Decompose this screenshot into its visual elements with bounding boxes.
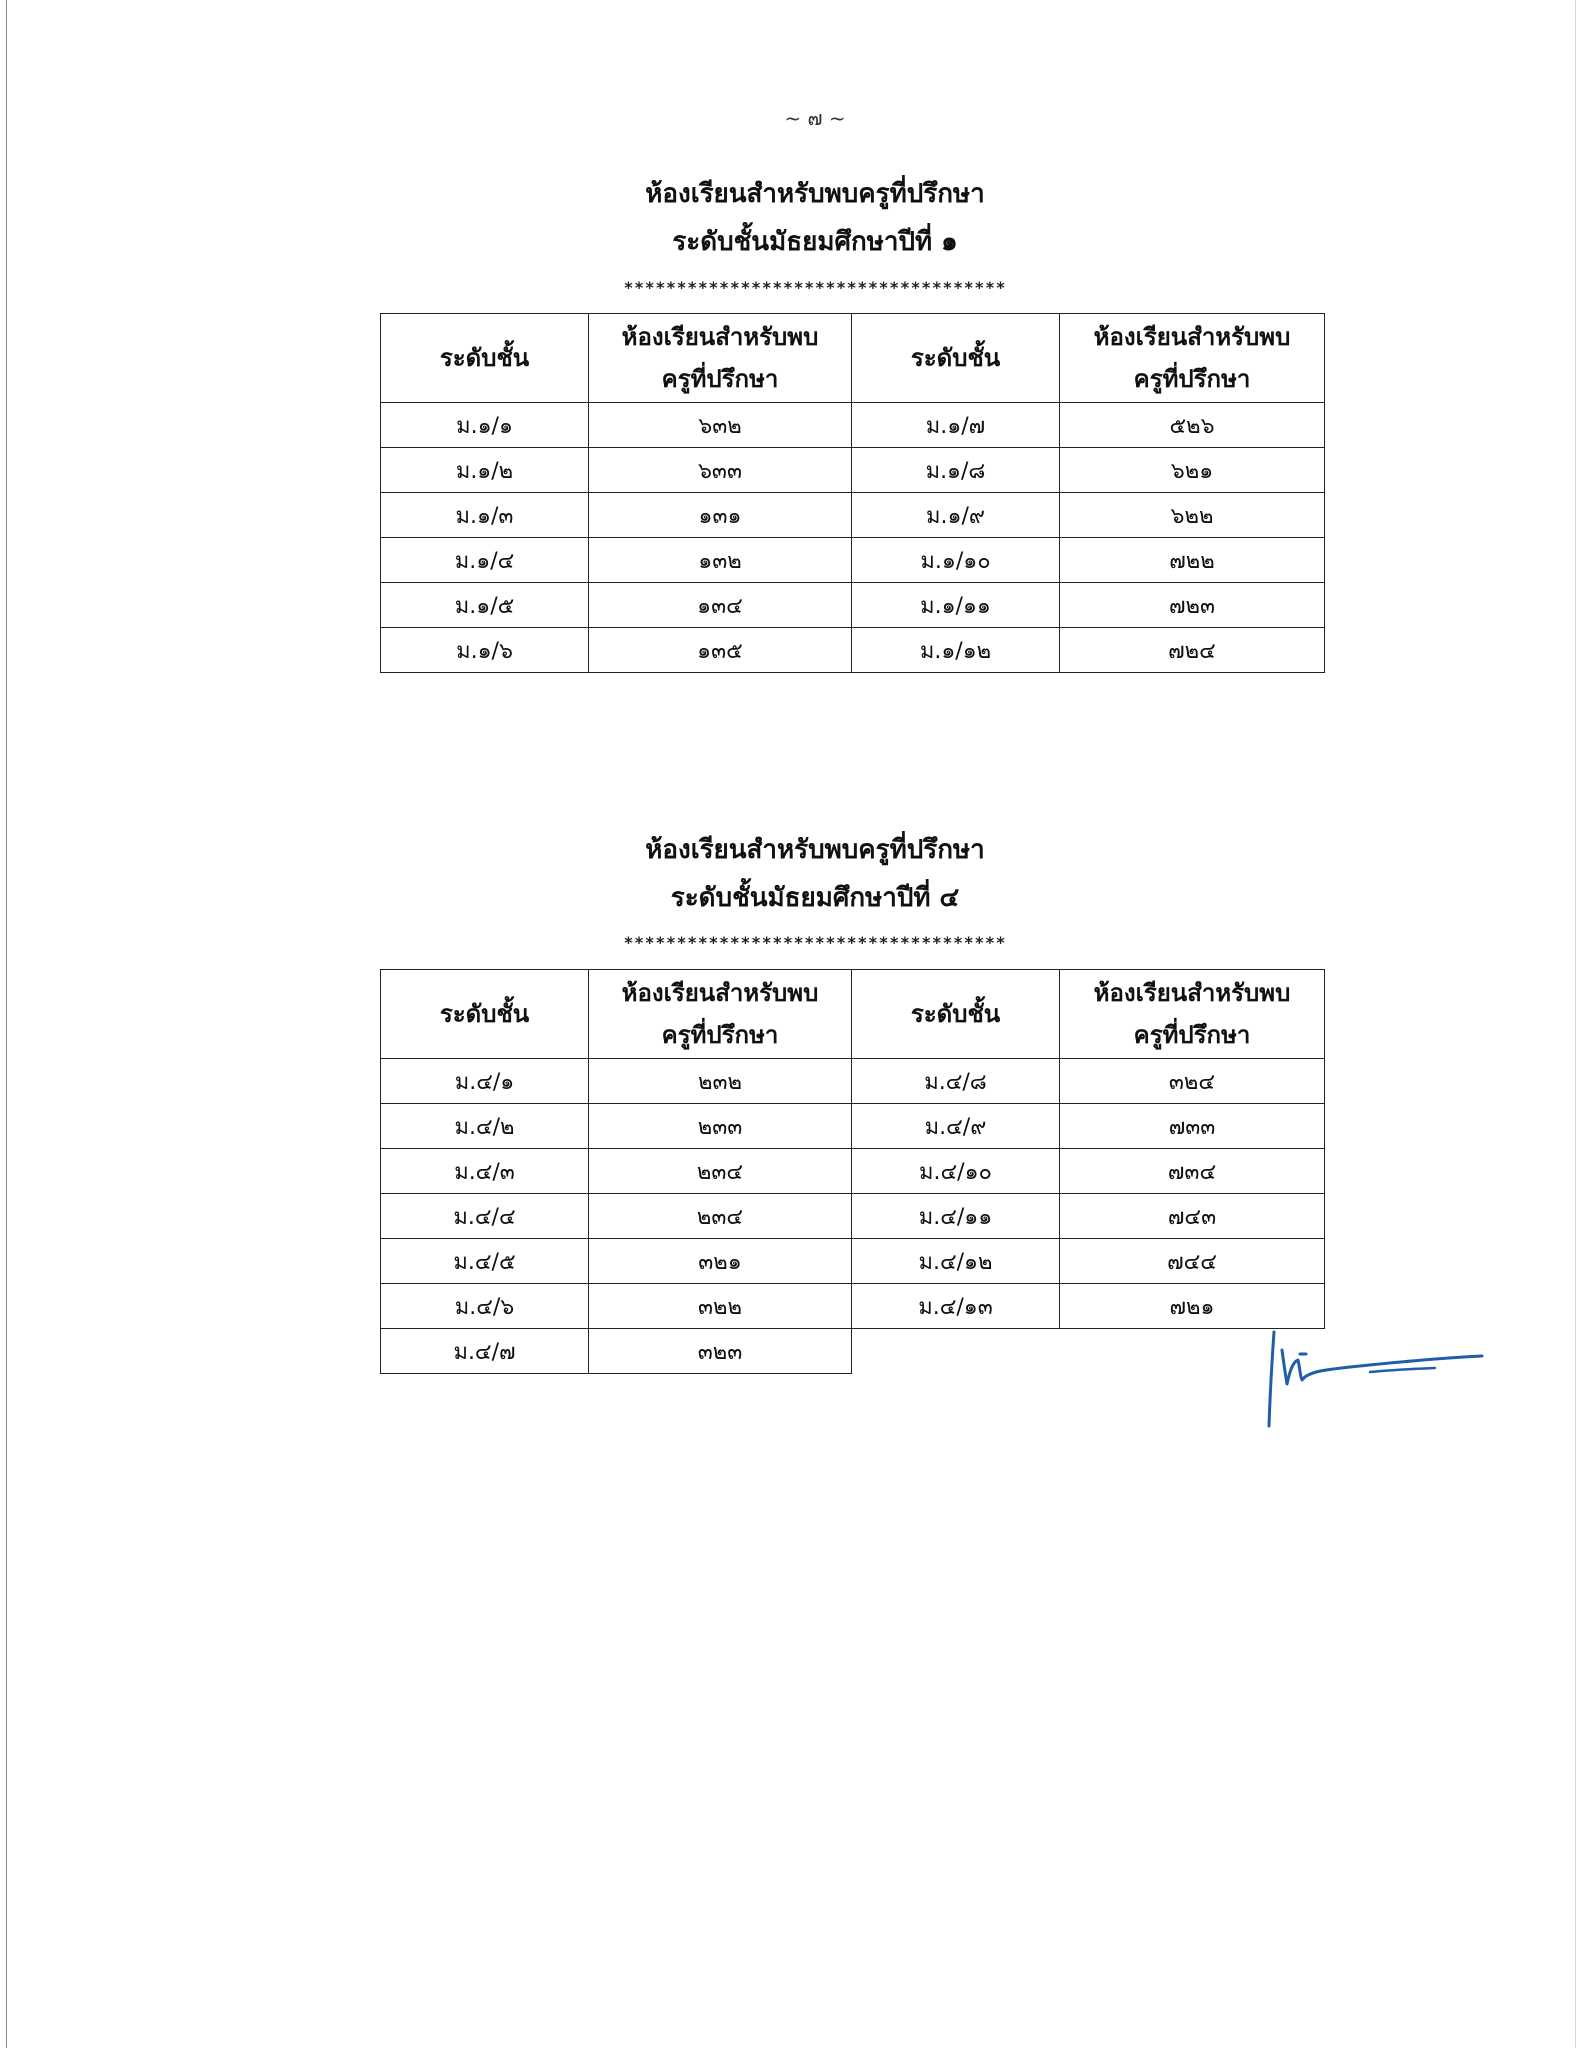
cell-room: ๒๓๔	[589, 1194, 852, 1239]
section-4-title	[0, 826, 1578, 922]
cell-room: ๗๒๓	[1060, 583, 1325, 628]
section-1-title-line2: ระดับชั้นมัธยมศึกษาปีที่ ๑	[672, 227, 958, 257]
table-row	[381, 1059, 1325, 1104]
cell-room: ๖๓๓	[589, 448, 852, 493]
cell-room: ๓๒๒	[589, 1284, 852, 1329]
table-header-row	[381, 970, 1325, 1059]
cell-room: ๓๒๑	[589, 1239, 852, 1284]
header-level-label: ระดับชั้น	[439, 1000, 530, 1028]
page-edge-right	[1575, 0, 1576, 2048]
header-room	[589, 314, 852, 403]
cell-room: ๖๓๒	[589, 403, 852, 448]
cell-level: ม.๔/๑๒	[852, 1239, 1060, 1284]
cell-room: ๒๓๒	[589, 1059, 852, 1104]
cell-room: ๑๓๕	[589, 628, 852, 673]
table-row	[381, 1284, 1325, 1329]
header-level-label: ระดับชั้น	[910, 1000, 1001, 1028]
section-4-separator: ************************************	[623, 933, 1007, 952]
table-row	[381, 448, 1325, 493]
table-row	[381, 1239, 1325, 1284]
cell-room: ๗๒๒	[1060, 538, 1325, 583]
cell-level: ม.๔/๑๐	[852, 1149, 1060, 1194]
cell-level: ม.๑/๗	[852, 403, 1060, 448]
cell-room: ๗๔๓	[1060, 1194, 1325, 1239]
header-room	[589, 970, 852, 1059]
cell-level: ม.๔/๓	[381, 1149, 589, 1194]
header-room-line2: ครูที่ปรึกษา	[1133, 1021, 1251, 1049]
cell-room: ๖๒๒	[1060, 493, 1325, 538]
cell-room: ๗๔๔	[1060, 1239, 1325, 1284]
section-1-separator: ************************************	[623, 278, 1007, 297]
section-1-title	[0, 170, 1578, 266]
cell-level: ม.๔/๑๓	[852, 1284, 1060, 1329]
cell-room: ๑๓๒	[589, 538, 852, 583]
header-level	[381, 314, 589, 403]
section-4-title-line1: ห้องเรียนสำหรับพบครูที่ปรึกษา	[645, 835, 985, 865]
header-room-line1: ห้องเรียนสำหรับพบ	[1093, 323, 1291, 351]
section-1-table	[380, 313, 1325, 673]
cell-level: ม.๔/๔	[381, 1194, 589, 1239]
header-room	[1060, 970, 1325, 1059]
cell-room: ๒๓๔	[589, 1149, 852, 1194]
table-row	[381, 403, 1325, 448]
cell-level: ม.๑/๑๑	[852, 583, 1060, 628]
table-row	[381, 538, 1325, 583]
cell-level: ม.๑/๑	[381, 403, 589, 448]
empty-cell	[852, 1329, 1060, 1374]
cell-level: ม.๔/๘	[852, 1059, 1060, 1104]
header-level-label: ระดับชั้น	[439, 344, 530, 372]
header-room-line1: ห้องเรียนสำหรับพบ	[621, 323, 819, 351]
cell-level: ม.๑/๒	[381, 448, 589, 493]
header-room-line1: ห้องเรียนสำหรับพบ	[1093, 979, 1291, 1007]
page-number: ~ ๗ ~	[784, 106, 846, 130]
table-row	[381, 1149, 1325, 1194]
page-edge-left	[6, 0, 7, 2048]
cell-room: ๕๒๖	[1060, 403, 1325, 448]
cell-room: ๒๓๓	[589, 1104, 852, 1149]
cell-level: ม.๑/๙	[852, 493, 1060, 538]
cell-level: ม.๑/๖	[381, 628, 589, 673]
table-row	[381, 583, 1325, 628]
cell-room: ๗๒๔	[1060, 628, 1325, 673]
cell-room: ๑๓๔	[589, 583, 852, 628]
header-level	[852, 970, 1060, 1059]
section-4-title-line2: ระดับชั้นมัธยมศึกษาปีที่ ๔	[670, 883, 960, 913]
table-row	[381, 1329, 1325, 1374]
header-level	[381, 970, 589, 1059]
cell-level: ม.๔/๗	[381, 1329, 589, 1374]
header-room-line1: ห้องเรียนสำหรับพบ	[621, 979, 819, 1007]
section-1-title-line1: ห้องเรียนสำหรับพบครูที่ปรึกษา	[645, 179, 985, 209]
cell-level: ม.๑/๕	[381, 583, 589, 628]
cell-room: ๗๒๑	[1060, 1284, 1325, 1329]
header-level	[852, 314, 1060, 403]
cell-level: ม.๔/๕	[381, 1239, 589, 1284]
cell-level: ม.๑/๔	[381, 538, 589, 583]
cell-level: ม.๔/๑	[381, 1059, 589, 1104]
table-row	[381, 1194, 1325, 1239]
cell-room: ๗๓๓	[1060, 1104, 1325, 1149]
handwritten-signature	[1260, 1320, 1500, 1440]
table-row	[381, 628, 1325, 673]
cell-room: ๑๓๑	[589, 493, 852, 538]
cell-level: ม.๑/๓	[381, 493, 589, 538]
section-4-table	[380, 969, 1325, 1374]
cell-room: ๖๒๑	[1060, 448, 1325, 493]
cell-room: ๓๒๓	[589, 1329, 852, 1374]
header-room-line2: ครูที่ปรึกษา	[661, 365, 779, 393]
header-room	[1060, 314, 1325, 403]
table-row	[381, 1104, 1325, 1149]
header-room-line2: ครูที่ปรึกษา	[1133, 365, 1251, 393]
cell-level: ม.๔/๒	[381, 1104, 589, 1149]
cell-level: ม.๑/๑๒	[852, 628, 1060, 673]
cell-room: ๓๒๔	[1060, 1059, 1325, 1104]
cell-level: ม.๔/๑๑	[852, 1194, 1060, 1239]
cell-level: ม.๔/๖	[381, 1284, 589, 1329]
cell-level: ม.๔/๙	[852, 1104, 1060, 1149]
header-room-line2: ครูที่ปรึกษา	[661, 1021, 779, 1049]
cell-level: ม.๑/๘	[852, 448, 1060, 493]
cell-level: ม.๑/๑๐	[852, 538, 1060, 583]
cell-room: ๗๓๔	[1060, 1149, 1325, 1194]
table-row	[381, 493, 1325, 538]
header-level-label: ระดับชั้น	[910, 344, 1001, 372]
table-header-row	[381, 314, 1325, 403]
